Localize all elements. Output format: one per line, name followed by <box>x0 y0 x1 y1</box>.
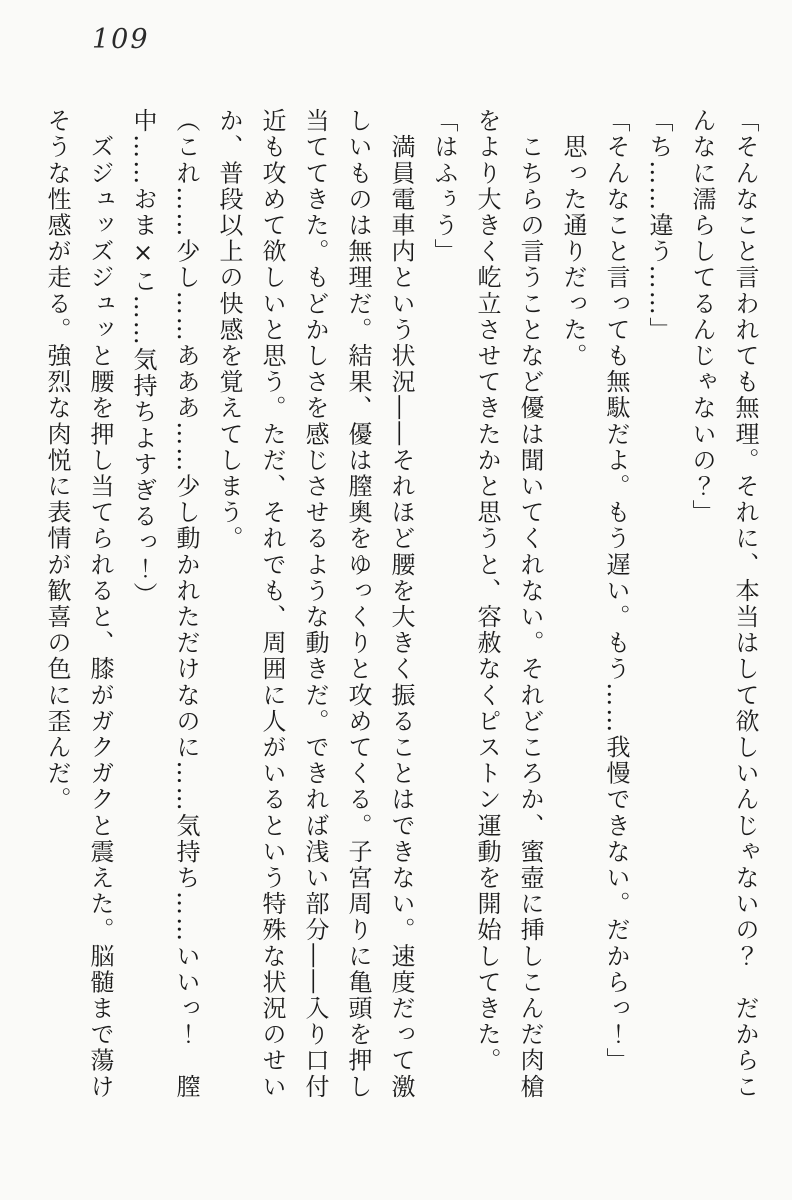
paragraph: 「そんなこと言われても無理。それに、本当はして欲しいんじゃないの？ だからこんなに濡らしてるんじゃないの？」 <box>688 108 759 1100</box>
paragraph: 「はふぅう」 <box>430 108 458 265</box>
paragraph: 「ち……違う……」 <box>645 108 673 343</box>
text-block <box>35 108 766 1108</box>
paragraph: ズジュッズジュッと腰を押し当てられると、膝がガクガクと震えた。脳髄まで蕩けそうな性感が走る。強烈な肉悦に表情が歓喜の色に歪んだ。 <box>43 108 114 1100</box>
paragraph: （これ……少し……あああ……少し動かれただけなのに……気持ち……いいっ！ 膣中……おま×こ……気持ちよすぎるっ！） <box>129 108 200 1100</box>
paragraph: こちらの言うことなど優は聞いてくれない。それどころか、蜜壺に挿しこんだ肉槍をより大きく屹立させてきたかと思うと、容赦なくピストン運動を開始してきた。 <box>473 108 544 1100</box>
paragraph: 「そんなこと言っても無駄だよ。もう遅い。もう……我慢できない。だからっ！」 <box>602 108 630 1074</box>
paragraph: 思った通りだった。 <box>559 108 587 369</box>
page-number: 109 <box>92 24 150 55</box>
paragraph: 満員電車内という状況――それほど腰を大きく振ることはできない。速度だって激しいものは無理だ。結果、優は膣奥をゆっくりと攻めてくる。子宮周りに亀頭を押し当ててきた。もどかしさを感じさせるような動きだ。できれば浅い部分――入り口付近も攻めて欲しいと思う。ただ、それでも、周囲に人がいるという特殊な状況のせいか、普段以上の快感を覚えてしまう。 <box>215 108 415 1100</box>
